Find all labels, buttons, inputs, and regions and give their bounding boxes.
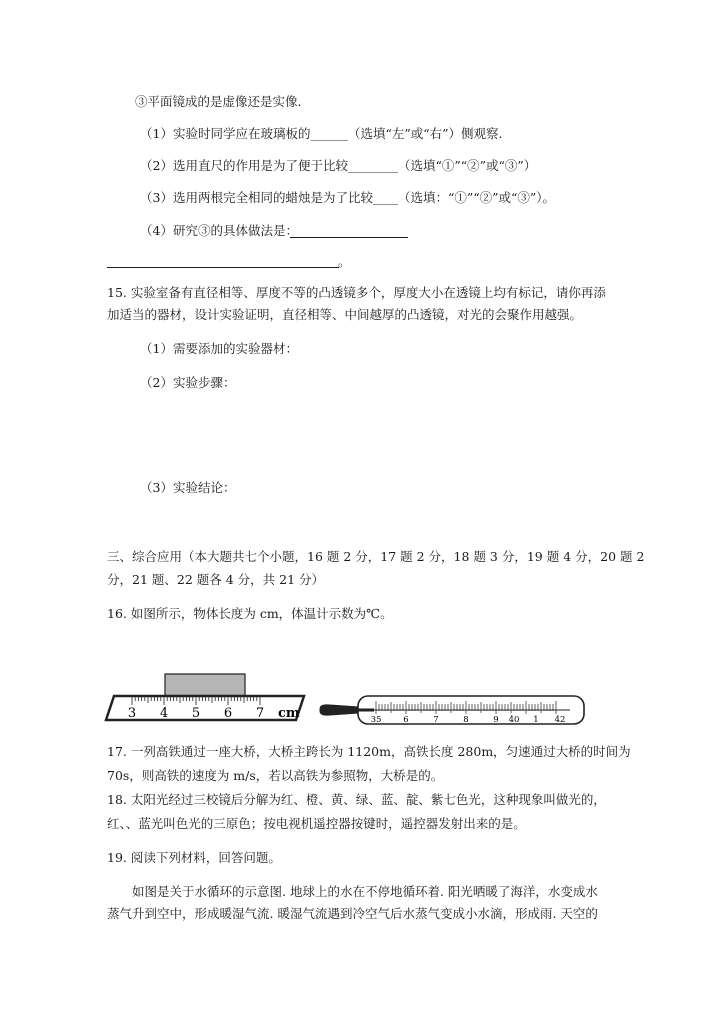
ruler-label-3: 3 bbox=[127, 706, 137, 721]
q18-line2: 红、、蓝光叫色光的三原色；按电视机遥控器按键时，遥控器发射出来的是。 bbox=[107, 816, 526, 831]
ruler-label-7: 7 bbox=[255, 706, 265, 721]
thermometer-label-35: 35 bbox=[370, 715, 382, 725]
q16-text: 16. 如图所示，物体长度为 cm，体温计示数为℃。 bbox=[107, 606, 393, 621]
q14-sub1: （1）实验时同学应在玻璃板的______（选填“左”或“右”）侧观察. bbox=[140, 126, 503, 141]
thermometer-label-42: 42 bbox=[554, 715, 566, 725]
q14-item3: ③平面镜成的是虚像还是实像. bbox=[135, 94, 302, 109]
q17-line2: 70s，则高铁的速度为 m/s，若以高铁为参照物，大桥是的。 bbox=[107, 768, 444, 783]
thermometer-label-39: 9 bbox=[493, 715, 499, 725]
q15-sub2: （2）实验步骤： bbox=[140, 375, 236, 390]
q15-line1: 15. 实验室备有直径相等、厚度不等的凸透镜多个，厚度大小在透镜上均有标记，请你再添 bbox=[107, 285, 606, 300]
q19-para2: 蒸气升到空中，形成暖湿气流. 暖湿气流遇到冷空气后水蒸气变成小水滴，形成雨. 天空的 bbox=[107, 906, 598, 921]
ruler-label-4: 4 bbox=[159, 706, 169, 721]
q14-answer-line bbox=[107, 267, 339, 268]
section3-line1: 三、综合应用（本大题共七个小题，16 题 2 分，17 题 2 分，18 题 3 分，19 题 4 分，20 题 2 bbox=[107, 549, 645, 564]
q15-sub1: （1）需要添加的实验器材： bbox=[140, 341, 298, 356]
q19-para1: 如图是关于水循环的示意图. 地球上的水在不停地循环着. 阳光晒暖了海洋，水变成水 bbox=[132, 884, 598, 899]
q14-sub2: （2）选用直尺的作用是为了便于比较________（选填“①”“②”或“③”） bbox=[140, 158, 537, 173]
thermometer-bulb bbox=[320, 705, 358, 715]
q15-line2: 加适当的器材，设计实验证明，直径相等、中间越厚的凸透镜，对光的会聚作用越强。 bbox=[107, 307, 583, 322]
thermometer-label-37: 7 bbox=[433, 715, 439, 725]
q19-intro: 19. 阅读下列材料，回答问题。 bbox=[107, 850, 281, 865]
mercury-column bbox=[358, 709, 374, 712]
q14-sub4-answer-blank bbox=[290, 237, 408, 238]
ruler-unit-label: cm bbox=[278, 706, 300, 721]
q17-line1: 17. 一列高铁通过一座大桥，大桥主跨长为 1120m，高铁长度 280m，匀速通过大桥的时间为 bbox=[107, 744, 631, 759]
ruler-figure bbox=[104, 670, 314, 722]
q14-end-mark: 。 bbox=[338, 254, 351, 269]
ruler-label-5: 5 bbox=[191, 706, 201, 721]
thermometer-label-40: 40 bbox=[508, 715, 520, 725]
thermometer-label-41: 1 bbox=[533, 715, 539, 725]
q14-sub4: （4）研究③的具体做法是： bbox=[140, 223, 298, 238]
q15-sub3: （3）实验结论： bbox=[140, 480, 236, 495]
thermometer-figure bbox=[314, 692, 594, 730]
measured-object bbox=[165, 674, 245, 696]
q14-sub3: （3）选用两根完全相同的蜡烛是为了比较____（选填：“①”“②”或“③”）。 bbox=[140, 190, 556, 205]
ruler-label-6: 6 bbox=[223, 706, 233, 721]
q18-line1: 18. 太阳光经过三校镜后分解为红、橙、黄、绿、蓝、靛、紫七色光，这种现象叫做光的， bbox=[107, 792, 606, 807]
thermometer-label-38: 8 bbox=[463, 715, 469, 725]
section3-line2: 分，21 题、22 题各 4 分，共 21 分） bbox=[107, 572, 325, 587]
thermometer-label-36: 6 bbox=[403, 715, 409, 725]
